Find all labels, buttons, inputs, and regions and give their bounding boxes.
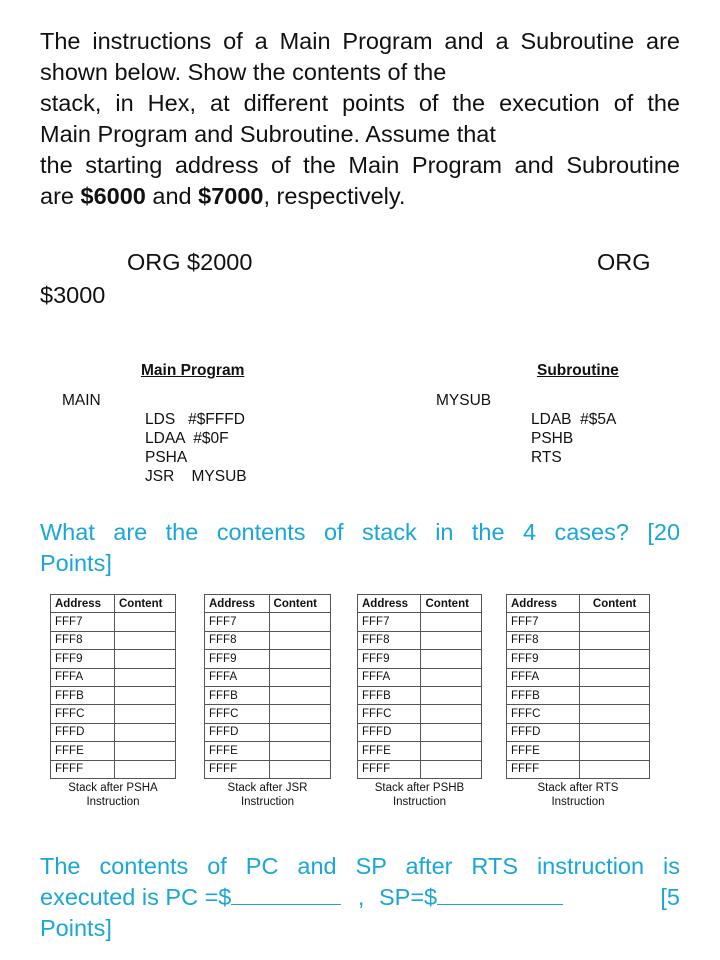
address-cell: FFFD xyxy=(358,723,421,741)
address-cell: FFF8 xyxy=(205,631,270,649)
subroutine-title: Subroutine xyxy=(537,362,619,379)
question-2-line-2 xyxy=(40,882,680,913)
header-address: Address xyxy=(358,595,421,613)
intro-line-6 xyxy=(40,181,680,212)
content-cell[interactable] xyxy=(115,631,176,649)
content-cell[interactable] xyxy=(421,742,482,760)
stack-caption-2 xyxy=(204,781,331,809)
header-content: Content xyxy=(115,595,176,613)
address-cell: FFFB xyxy=(358,686,421,704)
table-row xyxy=(358,723,482,741)
address-cell: FFF9 xyxy=(358,650,421,668)
address-cell: FFF7 xyxy=(51,613,115,631)
question-2-points-open: [5 xyxy=(660,884,680,910)
main-line-4: JSR MYSUB xyxy=(145,468,247,485)
content-cell[interactable] xyxy=(421,760,482,778)
content-cell[interactable] xyxy=(269,742,330,760)
main-label: MAIN xyxy=(62,392,101,409)
table-row xyxy=(51,668,176,686)
content-cell[interactable] xyxy=(421,705,482,723)
sp-label: SP=$ xyxy=(378,884,438,910)
org-sub: ORG xyxy=(597,249,651,275)
content-cell[interactable] xyxy=(580,705,650,723)
address-cell: FFFC xyxy=(507,705,580,723)
table-row xyxy=(507,705,650,723)
stack-caption-1 xyxy=(50,781,176,809)
main-start-address: $6000 xyxy=(80,183,146,209)
table-row xyxy=(205,760,331,778)
address-cell: FFFE xyxy=(51,742,115,760)
content-cell[interactable] xyxy=(421,686,482,704)
content-cell[interactable] xyxy=(580,650,650,668)
content-cell[interactable] xyxy=(115,613,176,631)
table-row xyxy=(507,631,650,649)
caption-line: Instruction xyxy=(240,795,295,808)
table-row xyxy=(205,705,331,723)
header-content: Content xyxy=(269,595,330,613)
address-cell: FFFB xyxy=(51,686,115,704)
content-cell[interactable] xyxy=(580,631,650,649)
address-cell: FFFE xyxy=(507,742,580,760)
table-row xyxy=(205,686,331,704)
question-2-line-1: The contents of PC and SP after RTS instruction is xyxy=(40,853,680,879)
table-row xyxy=(507,668,650,686)
address-cell: FFF8 xyxy=(51,631,115,649)
address-cell: FFFC xyxy=(358,705,421,723)
table-row xyxy=(507,650,650,668)
table-row xyxy=(507,742,650,760)
address-cell: FFFF xyxy=(51,760,115,778)
address-cell: FFFA xyxy=(507,668,580,686)
table-row xyxy=(358,613,482,631)
content-cell[interactable] xyxy=(269,668,330,686)
mysub-label: MYSUB xyxy=(436,392,492,409)
stack-table-3 xyxy=(357,594,482,809)
table-row xyxy=(51,613,176,631)
intro-last-prefix: are xyxy=(40,183,81,209)
address-cell: FFF7 xyxy=(507,613,580,631)
table-row xyxy=(205,631,331,649)
content-cell[interactable] xyxy=(421,723,482,741)
caption-line: Stack after PSHA xyxy=(68,781,158,794)
intro-line-5: the starting address of the Main Program and Subroutine xyxy=(40,152,680,178)
address-cell: FFF8 xyxy=(358,631,421,649)
table-row xyxy=(205,650,331,668)
address-cell: FFFE xyxy=(205,742,270,760)
question-1-points-open: [20 xyxy=(647,519,681,545)
table-row xyxy=(51,686,176,704)
question-1-points-close: Points] xyxy=(40,550,112,576)
content-cell[interactable] xyxy=(580,668,650,686)
table-row xyxy=(51,650,176,668)
address-cell: FFF8 xyxy=(507,631,580,649)
content-cell[interactable] xyxy=(269,723,330,741)
table-row xyxy=(507,613,650,631)
address-cell: FFFD xyxy=(51,723,115,741)
question-1-text: What are the contents of stack in the 4 cases? xyxy=(40,519,629,545)
content-cell[interactable] xyxy=(421,613,482,631)
org-sub-value: $3000 xyxy=(40,282,106,308)
intro-paragraph xyxy=(40,26,680,212)
table-row xyxy=(507,723,650,741)
content-cell[interactable] xyxy=(269,705,330,723)
main-line-3: PSHA xyxy=(145,449,188,466)
address-cell: FFF9 xyxy=(205,650,270,668)
content-cell[interactable] xyxy=(115,760,176,778)
stack-table-1 xyxy=(50,594,176,809)
table-row xyxy=(205,668,331,686)
table-row xyxy=(358,668,482,686)
table-row xyxy=(51,760,176,778)
address-cell: FFFA xyxy=(205,668,270,686)
pc-answer-blank[interactable] xyxy=(231,904,341,905)
table-row xyxy=(507,686,650,704)
content-cell[interactable] xyxy=(115,668,176,686)
address-cell: FFFA xyxy=(51,668,115,686)
address-cell: FFFB xyxy=(205,686,270,704)
header-content: Content xyxy=(580,595,650,613)
table-row xyxy=(205,723,331,741)
caption-line: Instruction xyxy=(392,795,447,808)
caption-line: Stack after RTS xyxy=(537,781,619,794)
sp-answer-blank[interactable] xyxy=(437,904,563,905)
address-cell: FFFA xyxy=(358,668,421,686)
address-cell: FFFF xyxy=(205,760,270,778)
table-row xyxy=(205,613,331,631)
question-1 xyxy=(40,517,680,579)
address-cell: FFF9 xyxy=(507,650,580,668)
org-main: ORG $2000 xyxy=(127,249,253,275)
content-cell[interactable] xyxy=(269,613,330,631)
content-cell[interactable] xyxy=(115,723,176,741)
content-cell[interactable] xyxy=(269,686,330,704)
table-row xyxy=(358,742,482,760)
intro-last-suffix: , respectively. xyxy=(263,183,406,209)
intro-line-2: shown below. Show the contents of the xyxy=(40,59,447,85)
stack-caption-3 xyxy=(357,781,482,809)
sub-line-2: PSHB xyxy=(531,430,574,447)
table-row xyxy=(358,760,482,778)
header-address: Address xyxy=(205,595,270,613)
address-cell: FFFC xyxy=(51,705,115,723)
content-cell[interactable] xyxy=(269,760,330,778)
table-row xyxy=(51,723,176,741)
table-row xyxy=(358,631,482,649)
address-cell: FFFC xyxy=(205,705,270,723)
main-program-code xyxy=(145,391,247,505)
content-cell[interactable] xyxy=(115,705,176,723)
question-2 xyxy=(40,851,680,944)
table-row xyxy=(51,705,176,723)
content-cell[interactable] xyxy=(580,760,650,778)
caption-line: Stack after JSR xyxy=(227,781,308,794)
content-cell[interactable] xyxy=(115,742,176,760)
intro-line-1: The instructions of a Main Program and a Subroutine are xyxy=(40,28,680,54)
stack-caption-4 xyxy=(506,781,650,809)
table-row xyxy=(51,631,176,649)
subroutine-code xyxy=(531,391,616,486)
address-cell: FFFF xyxy=(358,760,421,778)
stack-table-2 xyxy=(204,594,331,809)
content-cell[interactable] xyxy=(580,723,650,741)
address-cell: FFFB xyxy=(507,686,580,704)
main-line-2: LDAA #$0F xyxy=(145,430,229,447)
content-cell[interactable] xyxy=(421,650,482,668)
question-2-points-close: Points] xyxy=(40,915,112,941)
header-content: Content xyxy=(421,595,482,613)
caption-line: Instruction xyxy=(551,795,605,808)
sub-line-3: RTS xyxy=(531,449,562,466)
table-row xyxy=(51,742,176,760)
content-cell[interactable] xyxy=(421,668,482,686)
address-cell: FFFF xyxy=(507,760,580,778)
address-cell: FFFD xyxy=(205,723,270,741)
caption-line: Stack after PSHB xyxy=(374,781,465,794)
content-cell[interactable] xyxy=(580,686,650,704)
main-program-title: Main Program xyxy=(141,362,245,379)
main-line-1: LDS #$FFFD xyxy=(145,411,245,428)
address-cell: FFF9 xyxy=(51,650,115,668)
header-address: Address xyxy=(507,595,580,613)
content-cell[interactable] xyxy=(580,613,650,631)
table-row xyxy=(358,705,482,723)
content-cell[interactable] xyxy=(269,631,330,649)
intro-line-4: Main Program and Subroutine. Assume that xyxy=(40,121,496,147)
table-row xyxy=(205,742,331,760)
content-cell[interactable] xyxy=(115,650,176,668)
sub-start-address: $7000 xyxy=(198,183,264,209)
header-address: Address xyxy=(51,595,115,613)
intro-line-3: stack, in Hex, at different points of the execution of the xyxy=(40,90,680,116)
address-cell: FFFD xyxy=(507,723,580,741)
table-row xyxy=(358,686,482,704)
sub-line-1: LDAB #$5A xyxy=(531,411,617,428)
table-row xyxy=(358,650,482,668)
answer-comma: , xyxy=(357,884,365,910)
address-cell: FFF7 xyxy=(358,613,421,631)
stack-table-4 xyxy=(506,594,650,809)
caption-line: Instruction xyxy=(86,795,140,808)
pc-label: executed is PC =$ xyxy=(40,884,232,910)
content-cell[interactable] xyxy=(421,631,482,649)
question-1-line-1 xyxy=(40,517,680,548)
content-cell[interactable] xyxy=(269,650,330,668)
address-cell: FFFE xyxy=(358,742,421,760)
address-cell: FFF7 xyxy=(205,613,270,631)
table-row xyxy=(507,760,650,778)
intro-last-mid: and xyxy=(145,183,199,209)
content-cell[interactable] xyxy=(115,686,176,704)
content-cell[interactable] xyxy=(580,742,650,760)
